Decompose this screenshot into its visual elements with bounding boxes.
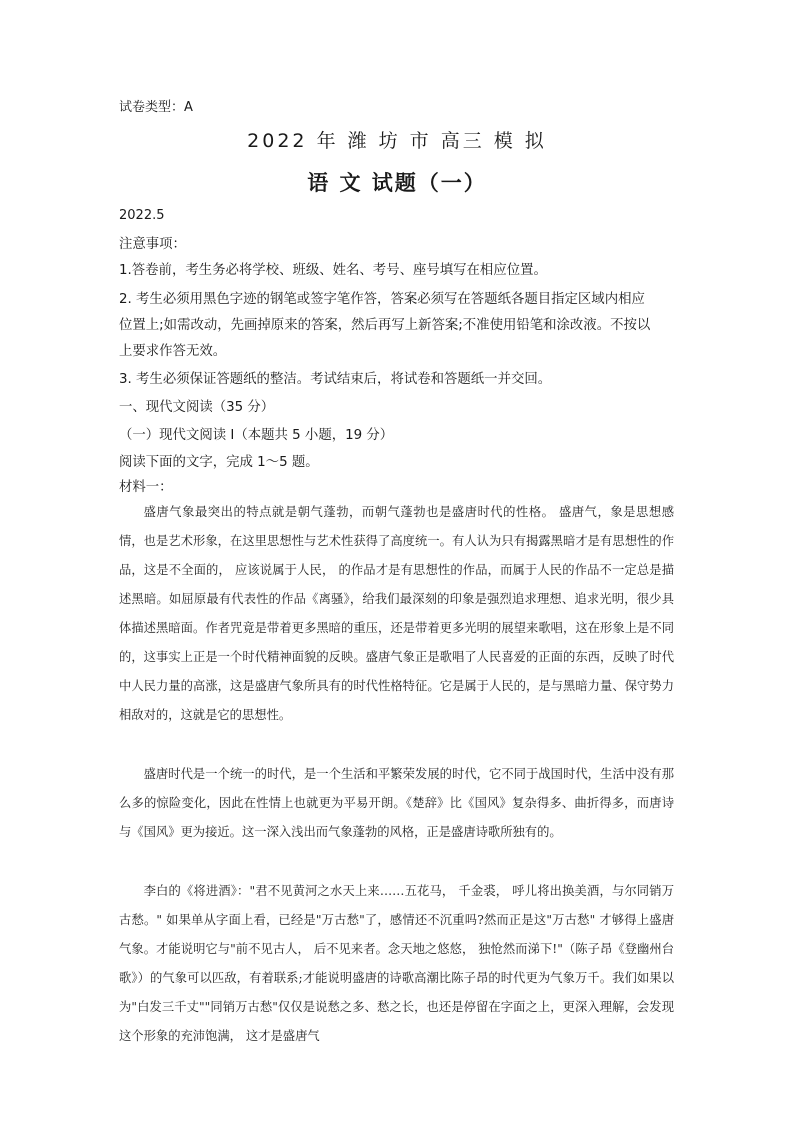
material-paragraph-1: 盛唐气象最突出的特点就是朝气蓬勃，而朝气蓬勃也是盛唐时代的性格。 盛唐气，象是思想感情，也是艺术形象，在这里思想性与艺术性获得了高度统一。有人认为只有揭露黑暗才是有思想性的作品，这是不全面的， 应该说属于人民， 的作品才是有思想性的作品，而属于人民的作品不一定总是描述黑暗。如屈原最有代表性的作品《离骚》，给我们最深刻的印象是强烈追求理想、追求光明，很少具体描述黑暗面。作者咒竟是带着更多黑暗的重压，还是带着更多光明的展望来歌唱，这在形象上是不同的，这事实上正是一个时代精神面貌的反映。盛唐气象正是歌唱了人民喜爱的正面的东西，反映了时代中人民力量的高涨，这是盛唐气象所具有的时代性格特征。它是属于人民的，是与黑暗力量、保守势力相敌对的，这就是它的思想性。: [119, 505, 674, 722]
material-paragraph-2: 盛唐时代是一个统一的时代，是一个生活和平繁荣发展的时代，它不同于战国时代，生活中没有那么多的惊险变化，因此在性情上也就更为平易开朗。《楚辞》比《国风》复杂得多、曲折得多，而唐诗与《国风》更为接近。这一深入浅出而气象蓬勃的风格，正是盛唐诗歌所独有的。: [119, 767, 674, 839]
exam-date: 2022.5: [119, 208, 165, 223]
notice-heading: 注意事项：: [119, 237, 186, 252]
notice-item-2-line-2: 位置上;如需改动，先画掉原来的答案，然后再写上新答案;不准使用铅笔和涂改液。不按以: [119, 318, 651, 333]
material-paragraph-3: 李白的《将进酒》："君不见黄河之水天上来……五花马， 千金裘， 呼儿将出换美酒，与尔同销万古愁。" 如果单从字面上看，已经是"万古愁"了，感情还不沉重吗?然而正是这"万古愁" 才够得上盛唐气象。才能说明它与"前不见古人， 后不见来者。念天地之悠悠， 独怆然而涕下!"（陈子昂《登幽州台歌》）的气象可以匹敌，有着联系;才能说明盛唐的诗歌高潮比陈子昂的时代更为气象万千。我们如果以为"白发三千丈""同销万古愁"仅仅是说愁之多、愁之长，也还是停留在字面之上，更深入理解，会发现这个形象的充沛饱满， 这才是盛唐气: [119, 884, 674, 1043]
notice-item-2-line-1: 2. 考生必须用黑色字迹的钢笔或签字笔作答，答案必须写在答题纸各题目指定区域内相应: [119, 292, 645, 307]
section-sub-heading: （一）现代文阅读 I（本题共 5 小题，19 分）: [119, 428, 394, 443]
notice-item-1: 1.答卷前，考生务必将学校、班级、姓名、考号、座号填写在相应位置。: [119, 263, 547, 278]
notice-item-3: 3. 考生必须保证答题纸的整洁。考试结束后，将试卷和答题纸一并交回。: [119, 372, 552, 387]
material-label: 材料一：: [119, 480, 173, 495]
notice-item-2-line-3: 上要求作答无效。: [119, 344, 227, 359]
section-heading: 一、现代文阅读（35 分）: [119, 400, 275, 415]
exam-title: 2022 年 潍 坊 市 高三 模 拟: [247, 130, 547, 152]
exam-subtitle: 语 文 试题（一）: [307, 171, 487, 195]
paper-type: 试卷类型：A: [119, 100, 193, 115]
reading-instruction: 阅读下面的文字，完成 1～5 题。: [119, 455, 319, 470]
